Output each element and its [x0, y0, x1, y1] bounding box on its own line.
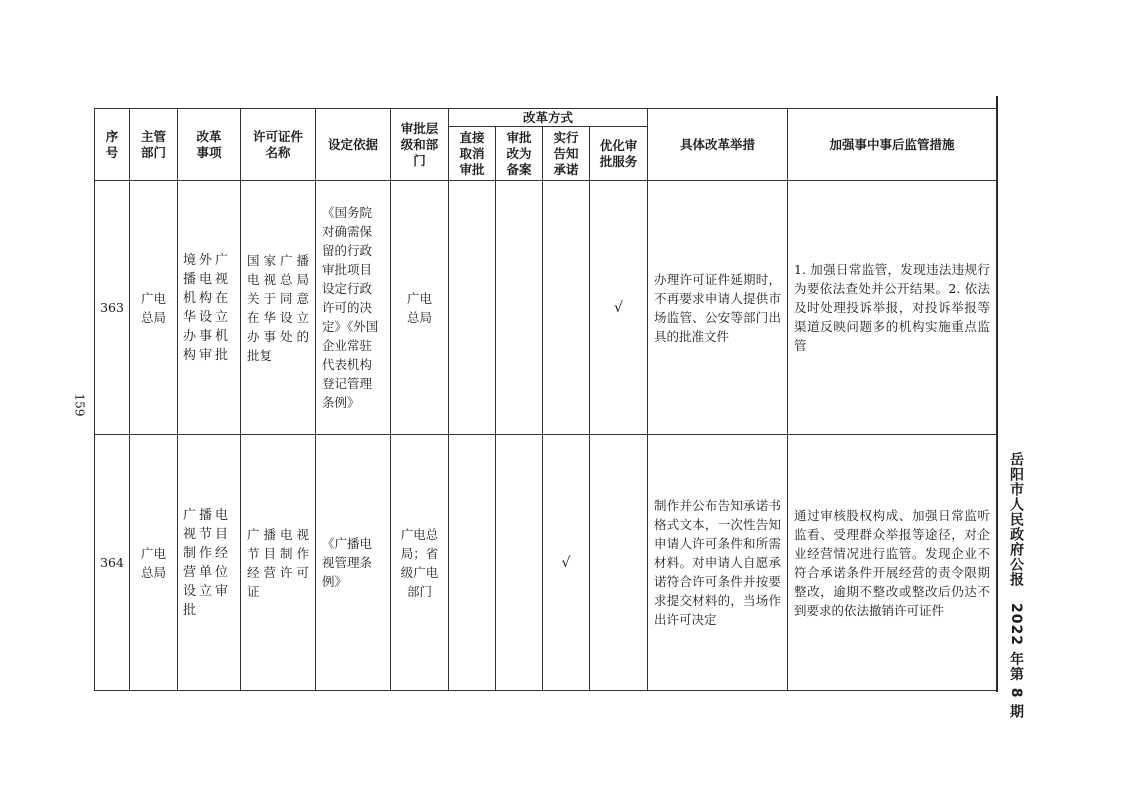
header-level: 审批层级和部门	[391, 109, 449, 181]
cell-filing	[496, 181, 543, 435]
item-text: 广播电视节目制作经营单位设立审批	[183, 507, 232, 618]
reform-table	[94, 108, 997, 691]
running-header	[1004, 452, 1026, 719]
cell-dept	[130, 181, 178, 435]
table-row	[95, 435, 997, 691]
cell-item	[178, 435, 241, 691]
header-supervision: 加强事中事后监管措施	[788, 109, 997, 181]
cell-measures	[648, 435, 788, 691]
supervision-text: 1. 加强日常监管，发现违法违规行为要依法查处并公开结果。2. 依法及时处理投诉举报，对投诉举报等渠道反映问题多的机构实施重点监管	[794, 262, 990, 353]
table-row	[95, 181, 997, 435]
publication-title: 岳阳市人民政府公报	[1008, 452, 1024, 587]
cell-seq: 364	[95, 435, 130, 691]
measures-text: 制作并公布告知承诺书格式文本，一次性告知申请人许可条件和所需材料。对申请人自愿承诺符合许可条件并按要求提交材料的，当场作出许可决定	[654, 498, 781, 627]
cell-optimize: √	[590, 181, 648, 435]
basis-text: 《广播电视管理条例》	[322, 536, 373, 589]
header-cancel: 直接取消审批	[449, 127, 496, 181]
header-filing: 审批改为备案	[496, 127, 543, 181]
cell-filing	[496, 435, 543, 691]
header-optimize: 优化审批服务	[590, 127, 648, 181]
cell-dept	[130, 435, 178, 691]
dept-text: 广电总局	[140, 545, 166, 580]
cell-license	[241, 435, 316, 691]
cell-basis	[316, 181, 391, 435]
header-item: 改革事项	[178, 109, 241, 181]
cell-basis	[316, 435, 391, 691]
license-text: 广播电视节目制作经营许可证	[247, 526, 309, 599]
cell-optimize	[590, 435, 648, 691]
page-number: 159	[72, 393, 87, 417]
header-license: 许可证件名称	[241, 109, 316, 181]
license-text: 国家广播电视总局关于同意在华设立办事处的批复	[247, 252, 309, 363]
cell-license	[241, 181, 316, 435]
cell-level	[391, 181, 449, 435]
cell-notify: √	[543, 435, 590, 691]
cell-item	[178, 181, 241, 435]
cell-cancel	[449, 435, 496, 691]
issue-label: 2022 年第 8 期	[1008, 602, 1024, 720]
item-text: 境外广播电视机构在华设立办事机构审批	[183, 252, 232, 363]
cell-supervision	[788, 181, 997, 435]
header-dept: 主管部门	[130, 109, 178, 181]
basis-text: 《国务院对确需保留的行政审批项目设定行政许可的决定》《外国企业常驻代表机构登记管理条例》	[322, 205, 379, 410]
supervision-text: 通过审核股权构成、加强日常监听监看、受理群众举报等途径，对企业经营情况进行监管。发现企业不符合承诺条件开展经营的责令限期整改，逾期不整改或整改后仍达不到要求的依法撤销许可证件	[794, 507, 990, 618]
level-text: 广电总局；省级广电部门	[400, 526, 439, 599]
header-reform-mode: 改革方式	[449, 109, 648, 127]
cell-cancel	[449, 181, 496, 435]
header-notify: 实行告知承诺	[543, 127, 590, 181]
cell-seq: 363	[95, 181, 130, 435]
measures-text: 办理许可证件延期时，不再要求申请人提供市场监管、公安等部门出具的批准文件	[654, 271, 781, 344]
header-measures: 具体改革举措	[648, 109, 788, 181]
cell-supervision	[788, 435, 997, 691]
level-text: 广电总局	[406, 290, 432, 325]
dept-text: 广电总局	[140, 290, 166, 325]
cell-measures	[648, 181, 788, 435]
cell-level	[391, 435, 449, 691]
cell-notify	[543, 181, 590, 435]
header-row-top	[95, 109, 997, 127]
header-basis: 设定依据	[316, 109, 391, 181]
header-seq: 序号	[95, 109, 130, 181]
